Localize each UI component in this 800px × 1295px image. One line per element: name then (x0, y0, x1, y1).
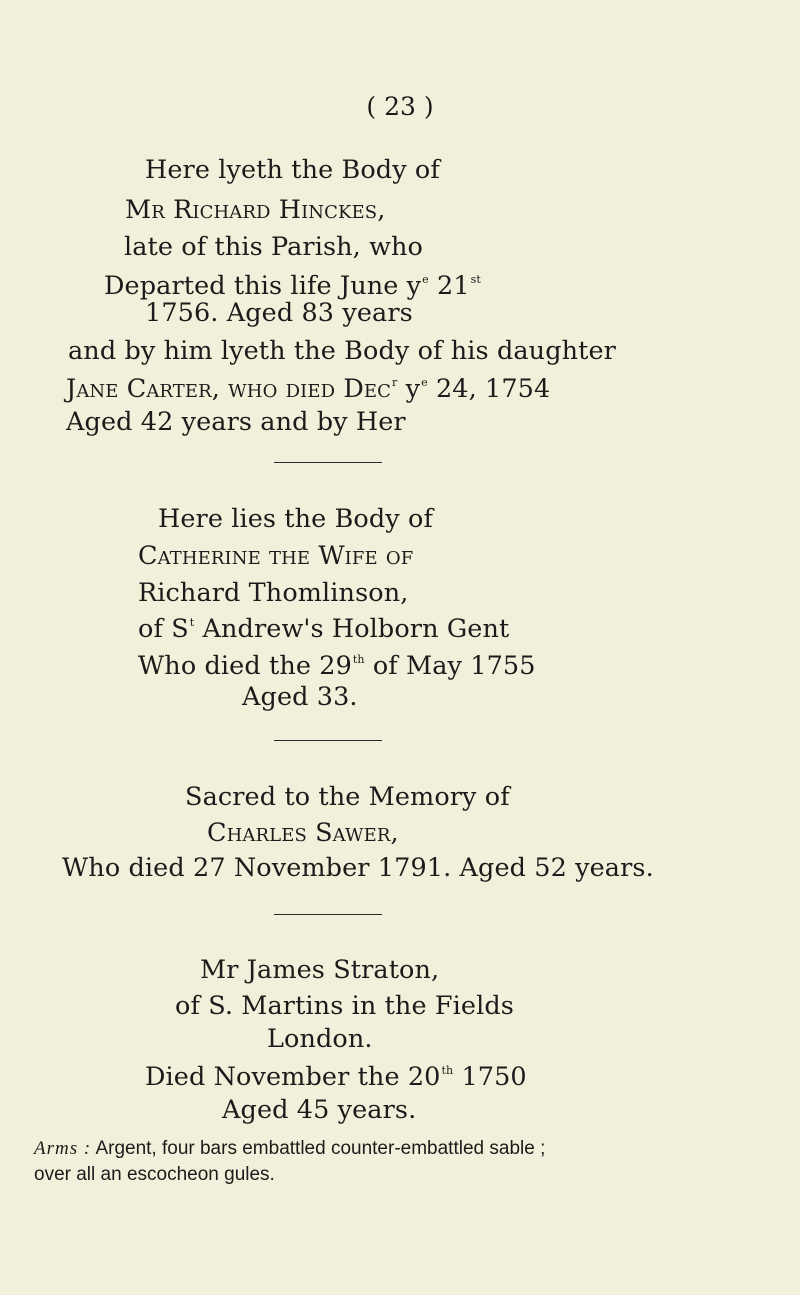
epitaph-line-name: Charles Sawer, (207, 818, 399, 848)
epitaph-line: Died November the 20th 1750 (145, 1062, 527, 1092)
epitaph-line: Who died 27 November 1791. Aged 52 years. (62, 853, 654, 883)
epitaph-line: Richard Thomlinson, (138, 578, 409, 608)
epitaph-line: late of this Parish, who (124, 232, 423, 262)
epitaph-line-name: Mr Richard Hinckes, (125, 195, 386, 225)
epitaph-line-name: Catherine the Wife of (138, 541, 414, 571)
section-divider (274, 740, 382, 741)
epitaph-line: of $S^t$ Andrew's Holborn Gent (138, 614, 510, 644)
epitaph-line: Sacred to the Memory of (185, 782, 510, 812)
arms-text: over all an escocheon gules. (34, 1164, 275, 1185)
epitaph-line: Aged 33. (242, 682, 358, 712)
epitaph-line-name: Jane Carter, who died Dec$^r$ $y^e$ 24, 1754 (66, 374, 551, 404)
epitaph-line-name: Mr James Straton, (200, 955, 440, 985)
page-number: ( 23 ) (366, 92, 434, 121)
epitaph-line: Who died the 29th of May 1755 (138, 651, 536, 681)
section-divider (274, 462, 382, 463)
epitaph-line: Here lies the Body of (158, 504, 433, 534)
arms-label: Arms : (34, 1138, 92, 1159)
epitaph-line: Departed this life June $y^e$ 21st (104, 271, 481, 301)
arms-text: Argent, four bars embattled counter-embattled sable ; (95, 1138, 546, 1159)
arms-description (34, 1137, 545, 1161)
epitaph-line: of S. Martins in the Fields (175, 991, 514, 1021)
section-divider (274, 914, 382, 915)
epitaph-line: Aged 45 years. (222, 1095, 417, 1125)
epitaph-line: London. (267, 1024, 373, 1054)
epitaph-line: Here lyeth the Body of (145, 155, 440, 185)
arms-description-continued (34, 1163, 275, 1187)
epitaph-line: 1756. Aged 83 years (145, 298, 413, 328)
epitaph-line: and by him lyeth the Body of his daughter (68, 336, 616, 366)
epitaph-line: Aged 42 years and by Her (66, 407, 406, 437)
